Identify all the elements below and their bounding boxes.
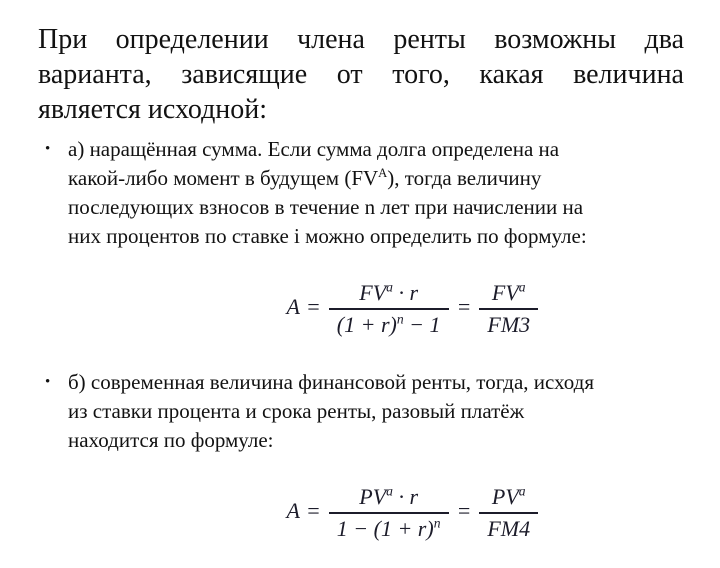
formula-a-num-sup: a <box>386 279 393 295</box>
title-line-3: является исходной: <box>38 94 268 125</box>
bullet-a-text <box>68 135 684 251</box>
bullet-b-line-3: находится по формуле: <box>68 428 274 452</box>
bullet-a-line-3: последующих взносов в течение n лет при начислении на <box>68 195 584 219</box>
formula-a <box>74 254 720 364</box>
formula-b-num-sup: a <box>386 483 393 499</box>
formula-b-rhs-fraction <box>479 484 538 542</box>
bullet-b-line-2: из ставки процента и срока ренты, разовый платёж <box>68 399 525 423</box>
formula-a-rhs-numerator <box>479 280 538 310</box>
formula-a-den-sup: n <box>396 311 404 327</box>
formula-a-fraction <box>329 280 449 338</box>
formula-b-den-base: 1 − (1 + r) <box>336 516 434 541</box>
bullet-dot: • <box>45 141 51 157</box>
formula-b-equals: = <box>305 498 321 524</box>
bullet-item-a <box>38 135 684 251</box>
bullet-a-line-4: них процентов по ставке i можно определить по формуле: <box>68 224 587 248</box>
formula-a-denominator <box>329 310 449 338</box>
formula-a-num-base: FV <box>359 280 387 305</box>
formula-b-denominator <box>329 514 449 542</box>
bullet-b-text <box>68 368 684 455</box>
bullet-a-line-2-post: ), тогда величину <box>387 166 542 190</box>
formula-b-rhs-denominator: FM4 <box>487 516 531 541</box>
formula-a-rhs-num-base: FV <box>491 280 519 305</box>
formula-b-rhs-num-sup: a <box>518 483 526 499</box>
bullet-a-line-2-pre: какой-либо момент в будущем (FV <box>68 166 379 190</box>
formula-b-num-base: PV <box>359 484 387 509</box>
formula-b-equals-2: = <box>456 498 472 524</box>
bullet-a-line-2 <box>68 164 684 193</box>
fv-superscript-A: A <box>378 166 388 180</box>
title-line-1: При определении члена ренты возможны два <box>38 24 684 55</box>
bullet-b-line-1: б) современная величина финансовой ренты, тогда, исходя <box>68 370 595 394</box>
formula-a-equals-2: = <box>456 294 472 320</box>
bullet-item-b <box>38 368 684 455</box>
formula-b-num-rest: · r <box>392 484 419 509</box>
formula-b-rhs-num-base: PV <box>491 484 519 509</box>
formula-b <box>74 458 720 568</box>
bullet-list <box>38 135 684 568</box>
formula-b-fraction <box>329 484 449 542</box>
formula-a-rhs-num-sup: a <box>518 279 526 295</box>
formula-a-equals: = <box>305 294 321 320</box>
formula-b-lhs: A <box>286 498 300 524</box>
formula-a-den-base: (1 + r) <box>336 312 397 337</box>
formula-a-rhs-fraction <box>479 280 538 338</box>
formula-a-numerator <box>329 280 449 310</box>
formula-b-numerator <box>329 484 449 514</box>
slide-title <box>38 22 684 127</box>
formula-a-rhs-denominator: FM3 <box>487 312 531 337</box>
formula-a-den-rest: − 1 <box>403 312 441 337</box>
formula-b-den-sup: n <box>433 515 441 531</box>
bullet-a-line-1: а) наращённая сумма. Если сумма долга определена на <box>68 137 560 161</box>
title-line-2: варианта, зависящие от того, какая величина <box>38 59 684 90</box>
bullet-dot: • <box>45 374 51 390</box>
formula-a-lhs: A <box>286 294 300 320</box>
formula-a-num-rest: · r <box>392 280 419 305</box>
formula-b-rhs-numerator <box>479 484 538 514</box>
